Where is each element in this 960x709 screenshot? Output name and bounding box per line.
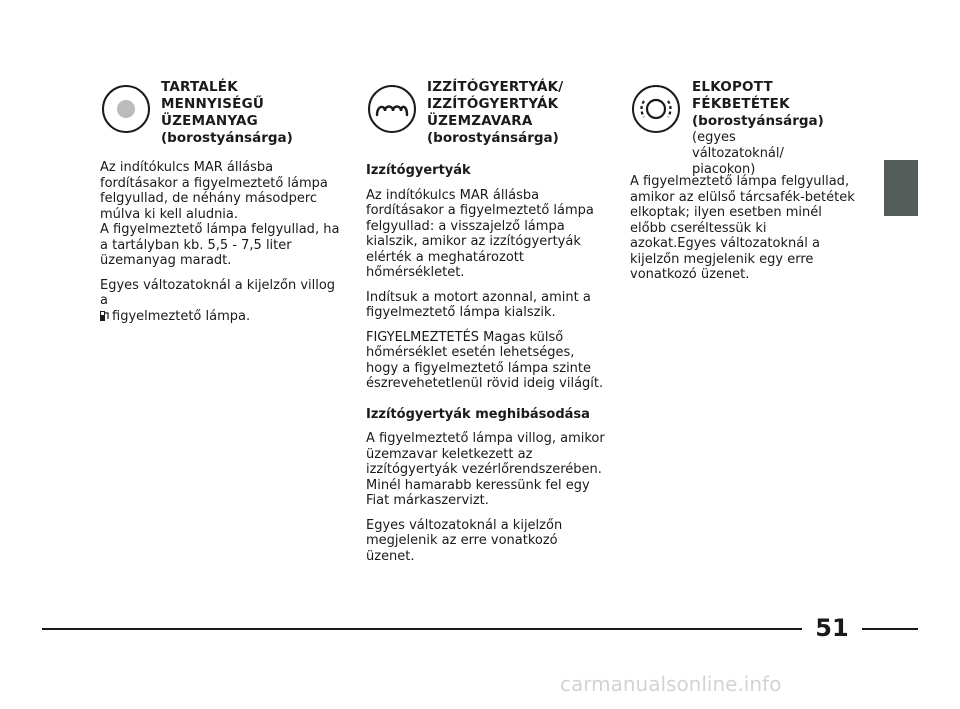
paragraph: Az indítókulcs MAR állásba fordításakor a figyelmeztető lámpa felgyullad, de néhány másodperc múlva ki kell aludnia.	[100, 160, 328, 222]
glow-plug-icon	[368, 85, 416, 133]
paragraph-with-icon	[100, 309, 340, 325]
heading-line: FÉKBETÉTEK	[692, 96, 790, 112]
brake-pad-heading	[692, 79, 827, 178]
paragraph: Az indítókulcs MAR állásba fordításakor a figyelmeztető lámpa felgyullad: a visszajelző lámpa kialszik, amikor az izzítógyertyák elérték a meghatározott hőmérsékletet.	[366, 187, 594, 280]
brake-pad-wear-icon	[632, 85, 680, 133]
paragraph: Indítsuk a motort azonnal, amint a figyelmeztető lámpa kialszik.	[366, 289, 591, 320]
watermark: carmanualsonline.info	[560, 672, 782, 696]
fuel-reserve-text	[100, 160, 340, 324]
footer-rule-right	[862, 628, 918, 630]
paragraph: FIGYELMEZTETÉS Magas külső hőmérséklet esetén lehetséges, hogy a figyelmeztető lámpa szinte észrevehetetlenül rövid ideig világít.	[366, 329, 604, 391]
paragraph: A figyelmeztető lámpa felgyullad, amikor az elülső tárcsafék-betétek elkoptak; ilyen esetben minél előbb cseréltessük ki azokat.Egyes változatoknál a kijelzőn megjelenik egy erre vonatkozó üzenet.	[630, 174, 855, 282]
variant-note: (egyes változatoknál/ piacokon)	[692, 130, 784, 177]
heading-line: ÜZEMZAVARA	[427, 113, 533, 129]
color-note: (borostyánsárga)	[161, 130, 293, 146]
paragraph: Egyes változatoknál a kijelzőn megjelenik az erre vonatkozó üzenet.	[366, 517, 563, 564]
heading-line: ÜZEMANYAG	[161, 113, 258, 129]
footer-rule-left	[42, 628, 802, 630]
paragraph: A figyelmeztető lámpa villog, amikor üzemzavar keletkezett az izzítógyertyák vezérlőrendszerében. Minél hamarabb keressünk fel egy Fiat márkaszervizt.	[366, 431, 605, 508]
heading-line: IZZÍTÓGYERTYÁK	[427, 96, 559, 112]
subheading: Izzítógyertyák	[366, 163, 471, 178]
fuel-reserve-warning-icon	[102, 85, 150, 133]
fuel-pump-icon	[100, 310, 109, 321]
brake-pad-text	[630, 174, 856, 292]
section-tab-marker	[884, 160, 918, 216]
heading-line: TARTALÉK	[161, 79, 238, 95]
heading-line: IZZÍTÓGYERTYÁK/	[427, 79, 564, 95]
glow-plug-text	[366, 163, 610, 573]
paragraph: A figyelmeztető lámpa felgyullad, ha a tartályban kb. 5,5 - 7,5 liter üzemanyag maradt.	[100, 222, 340, 268]
color-note: (borostyánsárga)	[427, 130, 559, 146]
fuel-reserve-heading	[161, 79, 293, 147]
page-number: 51	[815, 614, 849, 642]
glow-plug-coil-icon	[375, 99, 409, 119]
brake-disc-icon	[638, 94, 674, 124]
glow-plug-heading	[427, 79, 563, 147]
heading-line: MENNYISÉGŰ	[161, 96, 265, 112]
paragraph-text: figyelmeztető lámpa.	[112, 308, 251, 324]
heading-line: ELKOPOTT	[692, 79, 773, 95]
paragraph: Egyes változatoknál a kijelzőn villog a	[100, 277, 336, 308]
color-note: (borostyánsárga)	[692, 113, 824, 129]
subheading: Izzítógyertyák meghibásodása	[366, 406, 590, 422]
